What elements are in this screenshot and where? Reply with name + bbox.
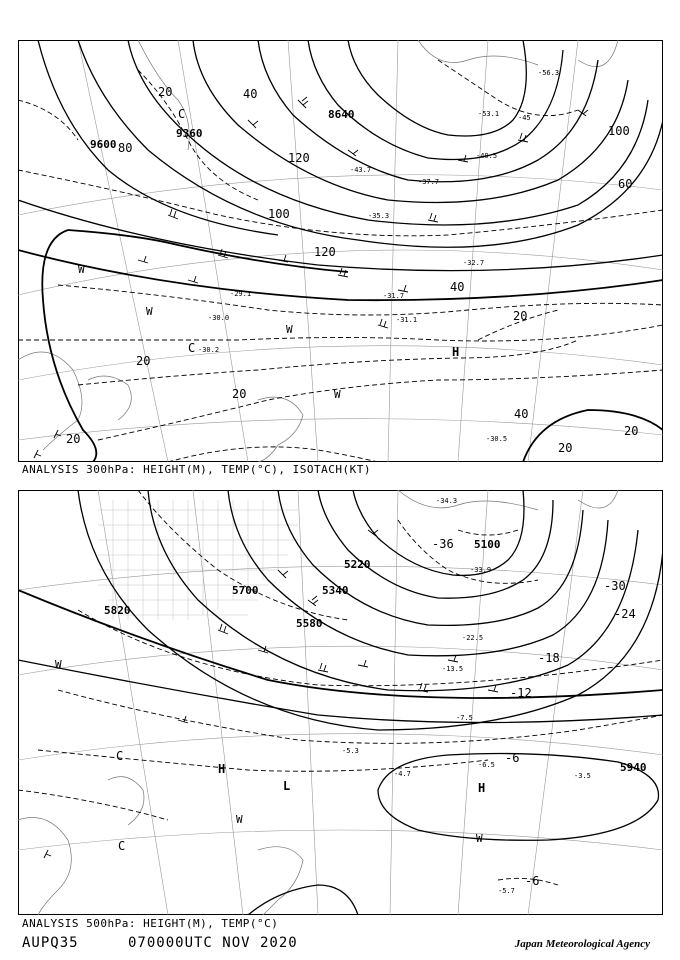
isotach-label: 100	[608, 124, 630, 138]
isotach-label: 40	[514, 407, 529, 421]
height-label: 5820	[104, 604, 131, 617]
temp-label: -30.5	[486, 435, 508, 443]
isotherm-label: -6	[505, 751, 520, 765]
height-label: 5940	[620, 761, 647, 774]
height-label: 5100	[474, 538, 501, 551]
isotherm-label: -24	[614, 607, 636, 621]
high-pressure-marker: H	[218, 762, 226, 776]
caption-300hpa: ANALYSIS 300hPa: HEIGHT(M), TEMP(°C), ISOTACH(KT)	[22, 463, 372, 476]
isotherm-label: -12	[510, 686, 532, 700]
isotach-label: 80	[118, 141, 133, 155]
isotherm-label: -18	[538, 651, 560, 665]
temp-label: -53.1	[478, 110, 500, 118]
isotach-label: 60	[618, 177, 633, 191]
temp-label: -56.3	[538, 69, 560, 77]
temp-label: -4.7	[394, 770, 411, 778]
temp-label: -34.3	[436, 497, 458, 505]
temp-label: -31.7	[383, 292, 405, 300]
agency-name: Japan Meteorological Agency	[514, 938, 650, 950]
temp-label: -13.5	[442, 665, 464, 673]
isotach-label: 20	[624, 424, 639, 438]
height-label: 9600	[90, 138, 117, 151]
wind-max-marker: W	[236, 813, 243, 826]
temp-label: -6.5	[478, 761, 495, 769]
map-panel-300hpa	[18, 40, 663, 462]
isotach-label: 20	[158, 85, 173, 99]
temp-label: -5.3	[342, 747, 359, 755]
valid-time: 070000UTC NOV 2020	[128, 935, 298, 951]
height-label: 5340	[322, 584, 349, 597]
temp-label: -32.7	[463, 259, 485, 267]
height-label: 5580	[296, 617, 323, 630]
temp-label: -35.3	[368, 212, 390, 220]
wind-max-marker: W	[286, 323, 293, 336]
chart-id: AUPQ35	[22, 935, 79, 951]
wind-max-marker: W	[476, 832, 483, 845]
temp-label: -7.5	[456, 714, 473, 722]
isotach-label: 20	[136, 354, 151, 368]
isotach-label: 40	[243, 87, 258, 101]
isotherm-label: -36	[432, 537, 454, 551]
wind-max-marker: W	[55, 658, 62, 671]
isotach-label: 20	[558, 441, 573, 455]
temp-label: -40.5	[476, 152, 498, 160]
cold-core-marker: C	[118, 839, 126, 853]
caption-500hpa: ANALYSIS 500hPa: HEIGHT(M), TEMP(°C)	[22, 917, 279, 930]
temp-label: -37.7	[418, 178, 440, 186]
isotach-label: 20	[232, 387, 247, 401]
map-300hpa-canvas	[18, 40, 663, 462]
height-label: 5700	[232, 584, 259, 597]
wind-max-marker: W	[334, 388, 341, 401]
map-500hpa-canvas	[18, 490, 663, 915]
wind-max-marker: W	[146, 305, 153, 318]
isotach-label: 100	[268, 207, 290, 221]
height-label: 5220	[344, 558, 371, 571]
cold-core-marker: C	[178, 107, 186, 121]
temp-label: -30.0	[208, 314, 230, 322]
height-label: 9360	[176, 127, 203, 140]
temp-label: -22.5	[462, 634, 484, 642]
map-panel-500hpa	[18, 490, 663, 915]
temp-label: -31.1	[396, 316, 418, 324]
temp-label: -33.9	[470, 566, 492, 574]
cold-core-marker: C	[116, 749, 124, 763]
temp-label: -29.1	[230, 290, 252, 298]
temp-label: -30.2	[198, 346, 220, 354]
temp-label: -3.5	[574, 772, 591, 780]
temp-label: -45	[518, 114, 531, 122]
isotherm-label: -6	[525, 874, 540, 888]
low-pressure-marker: L	[283, 779, 291, 793]
cold-core-marker: C	[188, 341, 196, 355]
high-pressure-marker: H	[478, 781, 486, 795]
high-pressure-marker: H	[452, 345, 460, 359]
isotach-label: 120	[314, 245, 336, 259]
temp-label: -5.7	[498, 887, 515, 895]
wind-max-marker: W	[78, 263, 85, 276]
isotach-label: 40	[450, 280, 465, 294]
isotach-label: 20	[513, 309, 528, 323]
isotach-label: 20	[66, 432, 81, 446]
isotherm-label: -30	[604, 579, 626, 593]
temp-label: -43.7	[350, 166, 372, 174]
height-label: 8640	[328, 108, 355, 121]
isotach-label: 120	[288, 151, 310, 165]
